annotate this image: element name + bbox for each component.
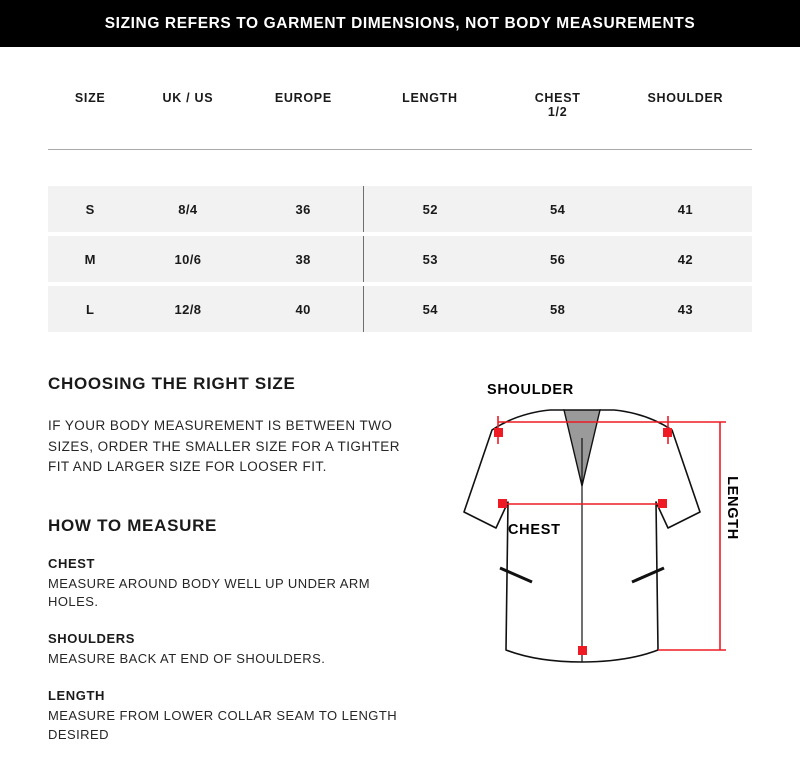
cell-shoulder: 43 [619, 286, 752, 332]
column-header-size [48, 87, 132, 149]
column-header-chest-sublabel: 1/2 [547, 105, 568, 119]
table-spacer-row [48, 150, 752, 186]
column-header-europe [243, 87, 363, 149]
column-header-shoulder-label: SHOULDER [647, 91, 724, 105]
cell-size: S [48, 186, 132, 232]
header-banner [0, 0, 800, 47]
cell-size: L [48, 286, 132, 332]
how-to-measure-title: HOW TO MEASURE [48, 515, 218, 535]
table-row [48, 236, 752, 282]
column-header-europe-label: EUROPE [274, 91, 332, 105]
choosing-size-body: IF YOUR BODY MEASUREMENT IS BETWEEN TWO SIZES, ORDER THE SMALLER SIZE FOR A TIGHTER FIT AND LARGER SIZE FOR LOOSER FIT. [48, 418, 400, 475]
table-header-row [48, 87, 752, 149]
column-header-chest-label: CHEST [534, 91, 581, 105]
garment-diagram [432, 382, 752, 682]
table-row [48, 186, 752, 232]
size-table-container [0, 87, 800, 332]
measure-item-shoulders-label: SHOULDERS [48, 631, 136, 647]
banner-title: SIZING REFERS TO GARMENT DIMENSIONS, NOT BODY MEASUREMENTS [104, 14, 696, 32]
measure-item-chest-desc: MEASURE AROUND BODY WELL UP UNDER ARM HOLES. [48, 575, 370, 610]
column-header-length [363, 87, 496, 149]
measure-item-shoulders [48, 631, 422, 669]
column-header-shoulder [619, 87, 752, 149]
cell-uk-us: 12/8 [132, 286, 243, 332]
shoulder-point-right [663, 428, 672, 437]
table-spacer-cell [48, 150, 752, 186]
diagram-label-chest: CHEST [508, 522, 561, 538]
size-table-head [48, 87, 752, 186]
cell-length: 54 [363, 286, 496, 332]
size-table [48, 87, 752, 332]
cell-europe: 38 [243, 236, 363, 282]
cell-chest: 54 [497, 186, 619, 232]
cell-shoulder: 41 [619, 186, 752, 232]
instructions-column [48, 374, 432, 745]
cell-europe: 40 [243, 286, 363, 332]
column-header-chest [497, 87, 619, 149]
column-header-size-label: SIZE [74, 91, 106, 105]
cell-chest: 56 [497, 236, 619, 282]
chest-point-right [658, 499, 667, 508]
measure-item-length [48, 688, 422, 745]
measure-item-length-desc: MEASURE FROM LOWER COLLAR SEAM TO LENGTH DESIRED [48, 708, 398, 742]
column-header-length-label: LENGTH [402, 91, 458, 105]
lower-content [0, 374, 800, 745]
measure-item-length-label: LENGTH [48, 688, 106, 704]
column-header-uk-us-label: UK / US [162, 91, 214, 105]
length-point-bottom [578, 646, 587, 655]
cell-length: 52 [363, 186, 496, 232]
choosing-size-title: CHOOSING THE RIGHT SIZE [48, 374, 296, 393]
garment-illustration [432, 382, 752, 682]
column-header-uk-us [132, 87, 243, 149]
cell-shoulder: 42 [619, 236, 752, 282]
measure-item-chest [48, 556, 422, 613]
size-table-body [48, 186, 752, 332]
cell-chest: 58 [497, 286, 619, 332]
cell-size: M [48, 236, 132, 282]
measure-item-chest-label: CHEST [48, 555, 96, 571]
cell-uk-us: 10/6 [132, 236, 243, 282]
table-row [48, 286, 752, 332]
cell-length: 53 [363, 236, 496, 282]
diagram-label-shoulder: SHOULDER [487, 382, 574, 398]
diagram-label-length: LENGTH [724, 476, 741, 540]
cell-europe: 36 [243, 186, 363, 232]
cell-uk-us: 8/4 [132, 186, 243, 232]
chest-point-left [498, 499, 507, 508]
shoulder-point-left [494, 428, 503, 437]
diagram-column [432, 374, 752, 745]
measure-item-shoulders-desc: MEASURE BACK AT END OF SHOULDERS. [48, 651, 326, 667]
